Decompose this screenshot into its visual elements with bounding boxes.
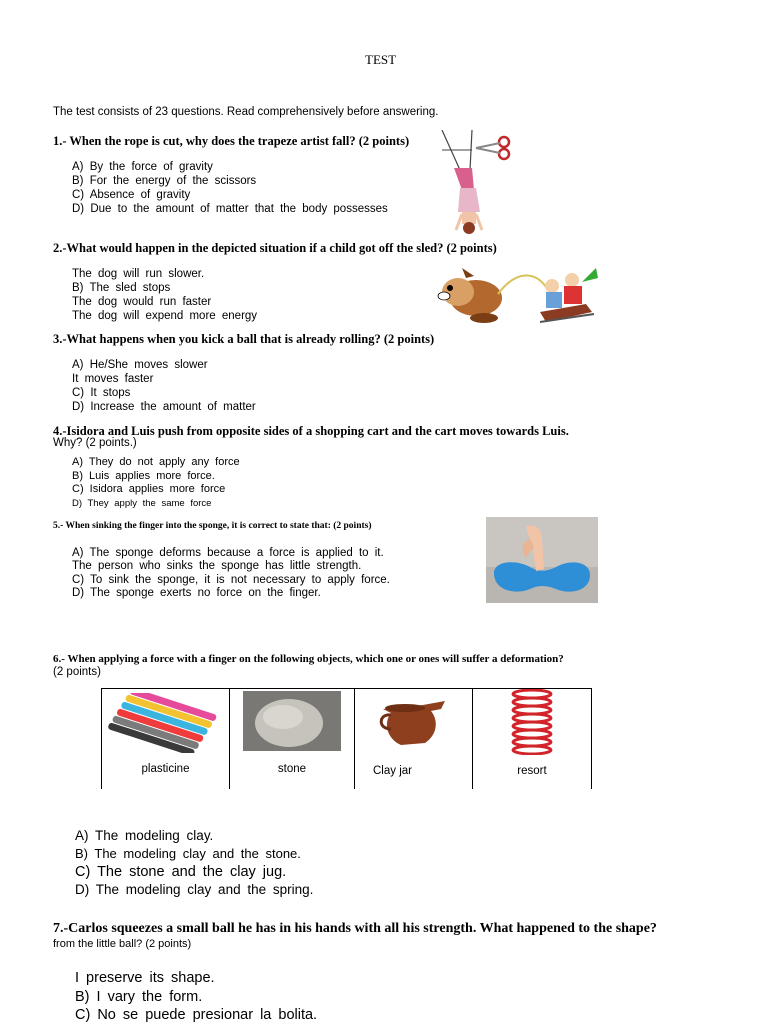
plasticine-image bbox=[108, 693, 220, 753]
question-6-option-a: A) The modeling clay. bbox=[75, 828, 214, 843]
question-5: 5.- When sinking the finger into the sponge, it is correct to state that: (2 points) bbox=[53, 521, 372, 531]
question-5-option-a: A) The sponge deforms because a force is applied to it. bbox=[72, 547, 384, 559]
question-7-options bbox=[75, 969, 317, 1025]
question-6-options bbox=[75, 827, 313, 899]
question-6-points: (2 points) bbox=[53, 666, 101, 678]
question-4-option-d: D) They apply the same force bbox=[72, 497, 212, 509]
sponge-image bbox=[486, 517, 598, 603]
object-cell-plasticine bbox=[102, 689, 230, 790]
question-1: 1.- When the rope is cut, why does the trapeze artist fall? (2 points) bbox=[53, 134, 410, 148]
object-cell-stone bbox=[230, 689, 355, 790]
question-4: 4.-Isidora and Luis push from opposite sides of a shopping cart and the cart moves towards Luis. bbox=[53, 424, 569, 438]
question-1-option-d: D) Due to the amount of matter that the body possesses bbox=[72, 203, 388, 215]
question-3-option-d: D) Increase the amount of matter bbox=[72, 401, 256, 413]
question-5-option-d: D) The sponge exerts no force on the finger. bbox=[72, 586, 321, 599]
page-title: TEST bbox=[365, 52, 397, 67]
object-label-plasticine: plasticine bbox=[141, 763, 190, 775]
question-6-option-d: D) The modeling clay and the spring. bbox=[75, 882, 314, 897]
question-6: 6.- When applying a force with a finger on the following objects, which one or ones will suffer a deformation? bbox=[53, 653, 564, 665]
question-1-option-b: B) For the energy of the scissors bbox=[72, 175, 257, 187]
question-2-option-a: The dog will run slower. bbox=[72, 268, 205, 280]
question-2: 2.-What would happen in the depicted situation if a child got off the sled? (2 points) bbox=[53, 241, 497, 255]
question-1-options bbox=[72, 160, 388, 216]
trapeze-artist-image bbox=[432, 130, 516, 236]
question-5-option-b: The person who sinks the sponge has little strength. bbox=[72, 560, 362, 573]
question-3: 3.-What happens when you kick a ball that is already rolling? (2 points) bbox=[53, 332, 435, 346]
question-3-option-b: It moves faster bbox=[72, 373, 154, 385]
question-3-option-a: A) He/She moves slower bbox=[72, 359, 208, 371]
question-2-option-c: The dog would run faster bbox=[72, 296, 212, 308]
object-cell-clay-jar bbox=[355, 689, 473, 790]
clay-jar-image bbox=[365, 691, 463, 753]
question-7-option-c: C) No se puede presionar la bolita. bbox=[75, 1007, 318, 1023]
dog-sled-image bbox=[436, 260, 600, 328]
question-2-option-b: B) The sled stops bbox=[72, 282, 171, 294]
question-1-option-a: A) By the force of gravity bbox=[72, 161, 213, 173]
question-2-options bbox=[72, 267, 257, 323]
question-5-options bbox=[72, 547, 390, 600]
object-cell-spring bbox=[473, 689, 592, 790]
question-7-points: from the little ball? (2 points) bbox=[53, 938, 192, 950]
question-6-option-b: B) The modeling clay and the stone. bbox=[75, 846, 301, 861]
question-3-option-c: C) It stops bbox=[72, 387, 131, 399]
scissors-icon bbox=[476, 137, 509, 159]
object-label-clay-jar: Clay jar bbox=[373, 765, 412, 777]
intro-text: The test consists of 23 questions. Read comprehensively before answering. bbox=[53, 106, 439, 118]
question-1-option-c: C) Absence of gravity bbox=[72, 189, 191, 201]
question-3-options bbox=[72, 358, 256, 414]
object-label-stone: stone bbox=[277, 763, 307, 775]
question-7-option-b: B) I vary the form. bbox=[75, 988, 203, 1005]
question-2-option-d: The dog will expend more energy bbox=[72, 310, 258, 322]
question-7: 7.-Carlos squeezes a small ball he has in his hands with all his strength. What happened to the shape? bbox=[53, 921, 657, 936]
question-4-option-c: C) Isidora applies more force bbox=[72, 483, 226, 495]
objects-table bbox=[101, 688, 592, 789]
question-4-options bbox=[72, 456, 240, 510]
question-4-points: Why? (2 points.) bbox=[53, 437, 137, 449]
question-7-option-a: I preserve its shape. bbox=[75, 970, 215, 986]
spring-image bbox=[509, 689, 555, 755]
question-5-option-c: C) To sink the sponge, it is not necessary to apply force. bbox=[72, 573, 390, 586]
object-label-spring: resort bbox=[517, 765, 547, 777]
question-4-option-a: A) They do not apply any force bbox=[72, 456, 240, 468]
question-4-option-b: B) Luis applies more force. bbox=[72, 469, 215, 482]
stone-image bbox=[243, 691, 341, 751]
question-6-option-c: C) The stone and the clay jug. bbox=[75, 864, 287, 880]
